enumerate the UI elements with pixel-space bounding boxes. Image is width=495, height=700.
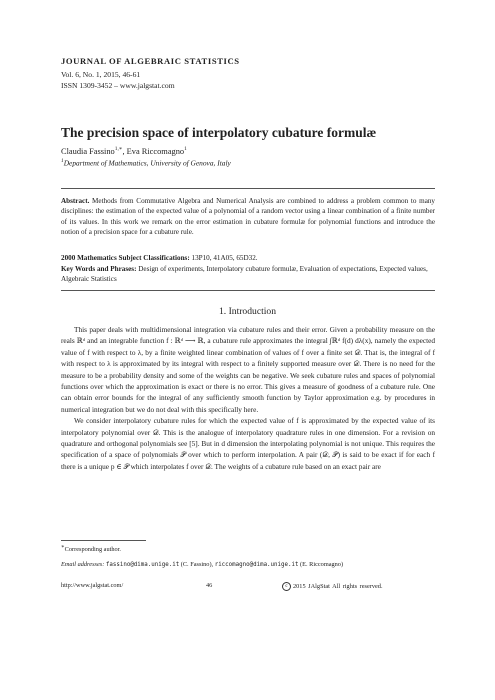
abstract-text: Methods from Commutative Algebra and Numerical Analysis are combined to address a problem common to many disciplines: the estimation of the expected value of a polynomial of a random vector using a linear combination of a finite number of its values. In this work we remark on the error estimation in cubature formulæ for polynomial functions and introduce the notion of a precision space for a cubature rule. xyxy=(61,197,435,237)
copyright-icon: c xyxy=(282,582,291,591)
paper-affiliation xyxy=(61,158,231,167)
header-rule-top xyxy=(61,188,435,189)
header-rule-bottom xyxy=(61,290,435,291)
journal-name: JOURNAL OF ALGEBRAIC STATISTICS xyxy=(61,56,240,66)
footer-url[interactable]: http://www.jalgstat.com/ xyxy=(61,582,124,589)
msc-line xyxy=(61,253,435,263)
email-name-fassino: (C. Fassino), xyxy=(179,561,215,568)
journal-issn: ISSN 1309-3452 – www.jalgstat.com xyxy=(61,81,175,90)
section-title: 1. Introduction xyxy=(218,306,277,317)
footnote-emails xyxy=(61,561,435,568)
keywords-line xyxy=(61,264,435,285)
author-mark-2: 1 xyxy=(184,146,187,152)
affiliation-mark: 1 xyxy=(61,158,64,164)
page-number: 46 xyxy=(206,582,213,589)
body-paragraph-2: We consider interpolatory cubature rules for which the expected value of f is approximated by the expected value of its interpolatory polynomial over 𝒟. This is the analogue of interpolatory quadrature rules in one dimension. For a revision on quadrature and orthogonal polynomials see [5]. But in d dimension the interpolating polynomial is not unique. This requires the specification of a space of polynomials 𝒫 over which to perform interpolation. A pair (𝒟, 𝒫) is said to be exact if for each f there is a unique p ∈ 𝒫 which interpolates f over 𝒟. The weights of a cubature rule based on an exact pair are xyxy=(61,416,435,471)
author-name-2: , Eva Riccomagno xyxy=(122,146,185,156)
paper-authors xyxy=(61,146,187,156)
corresponding-mark: ∗ xyxy=(61,544,65,550)
email-name-riccomagno: (E. Riccomagno) xyxy=(298,561,344,568)
msc-text: 13P10, 41A05, 65D32. xyxy=(189,254,258,262)
keywords-label: Key Words and Phrases: xyxy=(61,265,137,273)
email-link-fassino[interactable]: fassino@dima.unige.it xyxy=(105,562,180,568)
abstract xyxy=(61,196,435,238)
msc-label: 2000 Mathematics Subject Classifications: xyxy=(61,254,190,262)
footer-copyright xyxy=(282,582,383,591)
author-mark-1: 1,∗ xyxy=(114,146,123,152)
email-label: Email addresses: xyxy=(61,561,106,568)
author-name-1: Claudia Fassino xyxy=(61,146,115,156)
abstract-label: Abstract. xyxy=(61,197,90,205)
footnote-rule xyxy=(61,540,146,541)
email-link-riccomagno[interactable]: riccomagno@dima.unige.it xyxy=(214,562,299,568)
body-text xyxy=(61,324,435,472)
body-paragraph-1: This paper deals with multidimensional integration via cubature rules and their error. Given a probability measure on the reals ℝᵈ and an integrable function f : ℝᵈ ⟶ ℝ, a cubature rule approximates the integral ∫ℝᵈ f(d) dλ(x), namely the expected value of f with respect to λ, by a finite weighted linear combination of values of f over a finite set 𝒟. That is, the integral of f with respect to λ is approximated by its integral with respect to a finitely supported measure over 𝒟. There is no need for the measure to be a probability density and some of the weights can be negative. We seek cubature rules and spaces of polynomial functions over which the approximation is exact or there is no error. This gives a measure of goodness of a cubature rule. One can obtain error bounds for the integral of any sufficiently smooth function by Taylor approximation e.g. by procedures in numerical integration but we do not deal with this specifically here. xyxy=(61,325,435,414)
footnote-corresponding xyxy=(61,544,435,553)
corresponding-text: Corresponding author. xyxy=(64,546,121,554)
journal-volume: Vol. 6, No. 1, 2015, 46-61 xyxy=(61,70,141,79)
keywords-text: Design of experiments, Interpolatory cubature formulæ, Evaluation of expectations, Expected values, Algebraic Statistics xyxy=(61,265,428,284)
paper-title: The precision space of interpolatory cubature formulæ xyxy=(61,125,377,140)
copyright-text: 2015 JAlgStat All rights reserved. xyxy=(293,582,383,590)
affiliation-text: Department of Mathematics, University of Genova, Italy xyxy=(63,158,231,168)
